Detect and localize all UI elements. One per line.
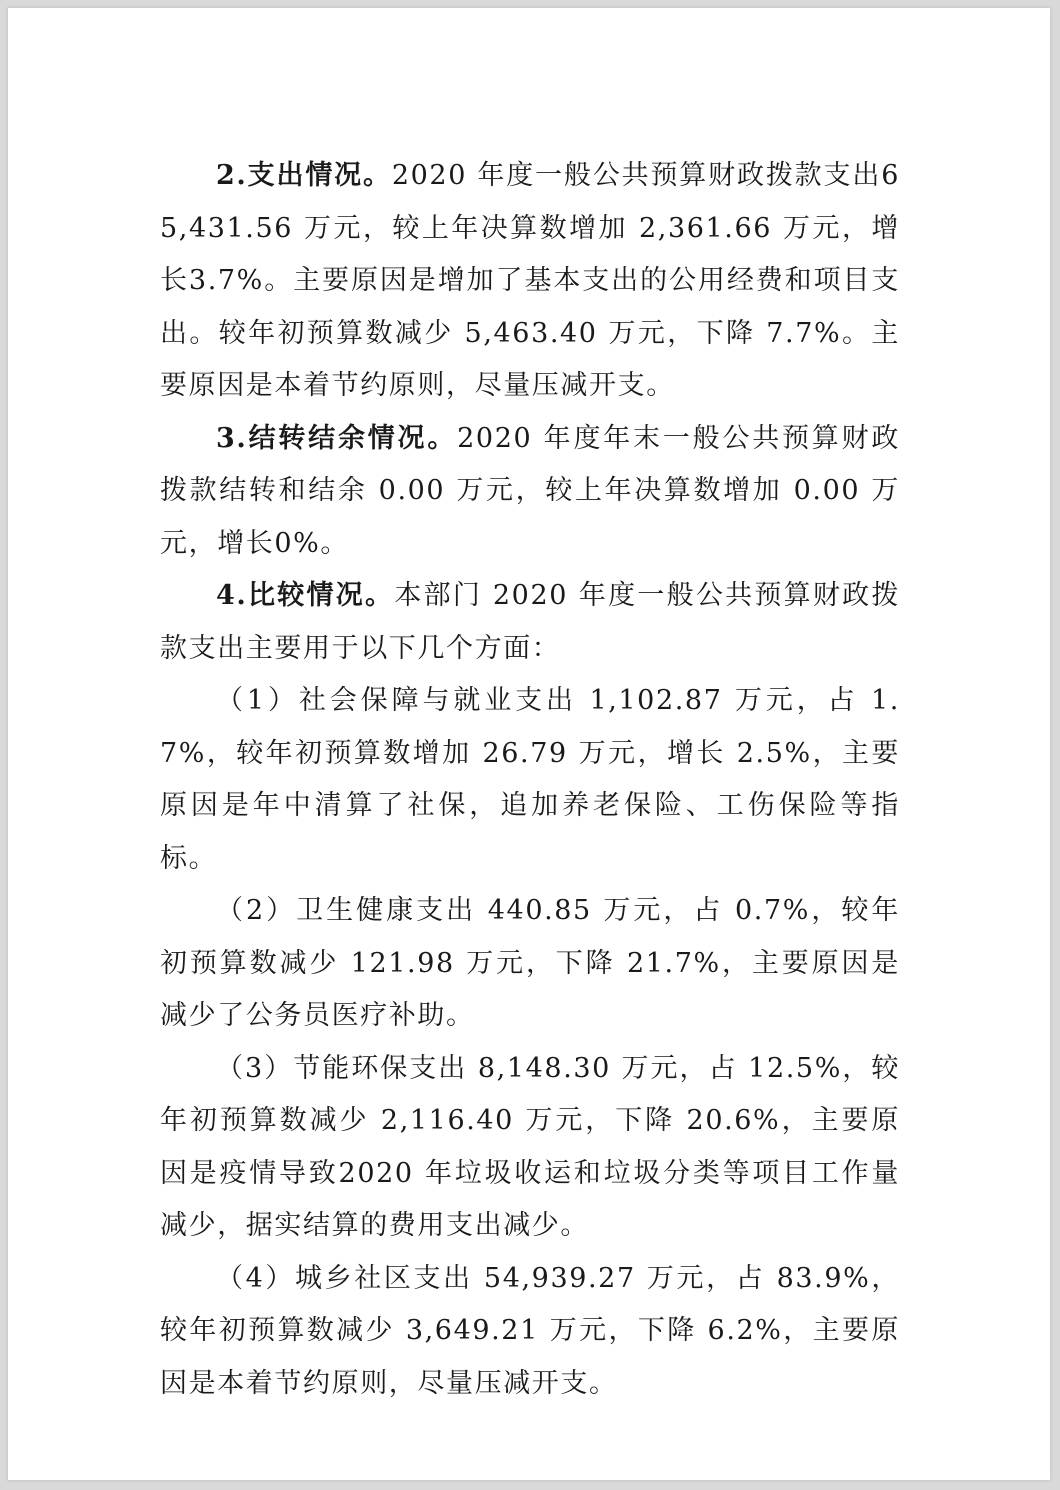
section-heading: 4.比较情况。: [216, 580, 395, 611]
section-carryover: [160, 413, 900, 571]
section-text: 2020 年度年末一般公共预算财政拨款结转和结余 0.00 万元，较上年决算数增加 0.00 万元，增长0%。: [160, 422, 900, 559]
document-page: [8, 8, 1050, 1480]
section-heading: 3.结转结余情况。: [216, 422, 458, 454]
list-item-urban-rural: （4）城乡社区支出 54,939.27 万元，占 83.9%，较年初预算数减少 3,649.21 万元，下降 6.2%，主要原因是本着节约原则，尽量压减开支。: [160, 1262, 900, 1399]
section-text: 本部门 2020 年度一般公共预算财政拨款支出主要用于以下几个方面：: [160, 580, 900, 664]
section-expenditure: [160, 150, 900, 413]
document-body: [160, 150, 900, 1410]
list-item-social-security: （1）社会保障与就业支出 1,102.87 万元，占 1.7%，较年初预算数增加 26.79 万元，增长 2.5%，主要原因是年中清算了社保，追加养老保险、工伤保险等指标。: [160, 685, 900, 874]
list-item-energy-environment: （3）节能环保支出 8,148.30 万元，占 12.5%，较年初预算数减少 2,116.40 万元，下降 20.6%，主要原因是疫情导致2020 年垃圾收运和垃圾分类等项目工作量减少，据实结算的费用支出减少。: [160, 1052, 900, 1241]
section-comparison: [160, 570, 900, 675]
section-text: 2020 年度一般公共预算财政拨款支出65,431.56 万元，较上年决算数增加 2,361.66 万元，增长3.7%。主要原因是增加了基本支出的公用经费和项目支出。较年初预算数减少 5,463.40 万元，下降 7.7%。主要原因是本着节约原则，尽量压减开支。: [160, 160, 900, 401]
list-item-health: （2）卫生健康支出 440.85 万元，占 0.7%，较年初预算数减少 121.98 万元，下降 21.7%，主要原因是减少了公务员医疗补助。: [160, 895, 900, 1031]
section-heading: 2.支出情况。: [216, 160, 392, 191]
